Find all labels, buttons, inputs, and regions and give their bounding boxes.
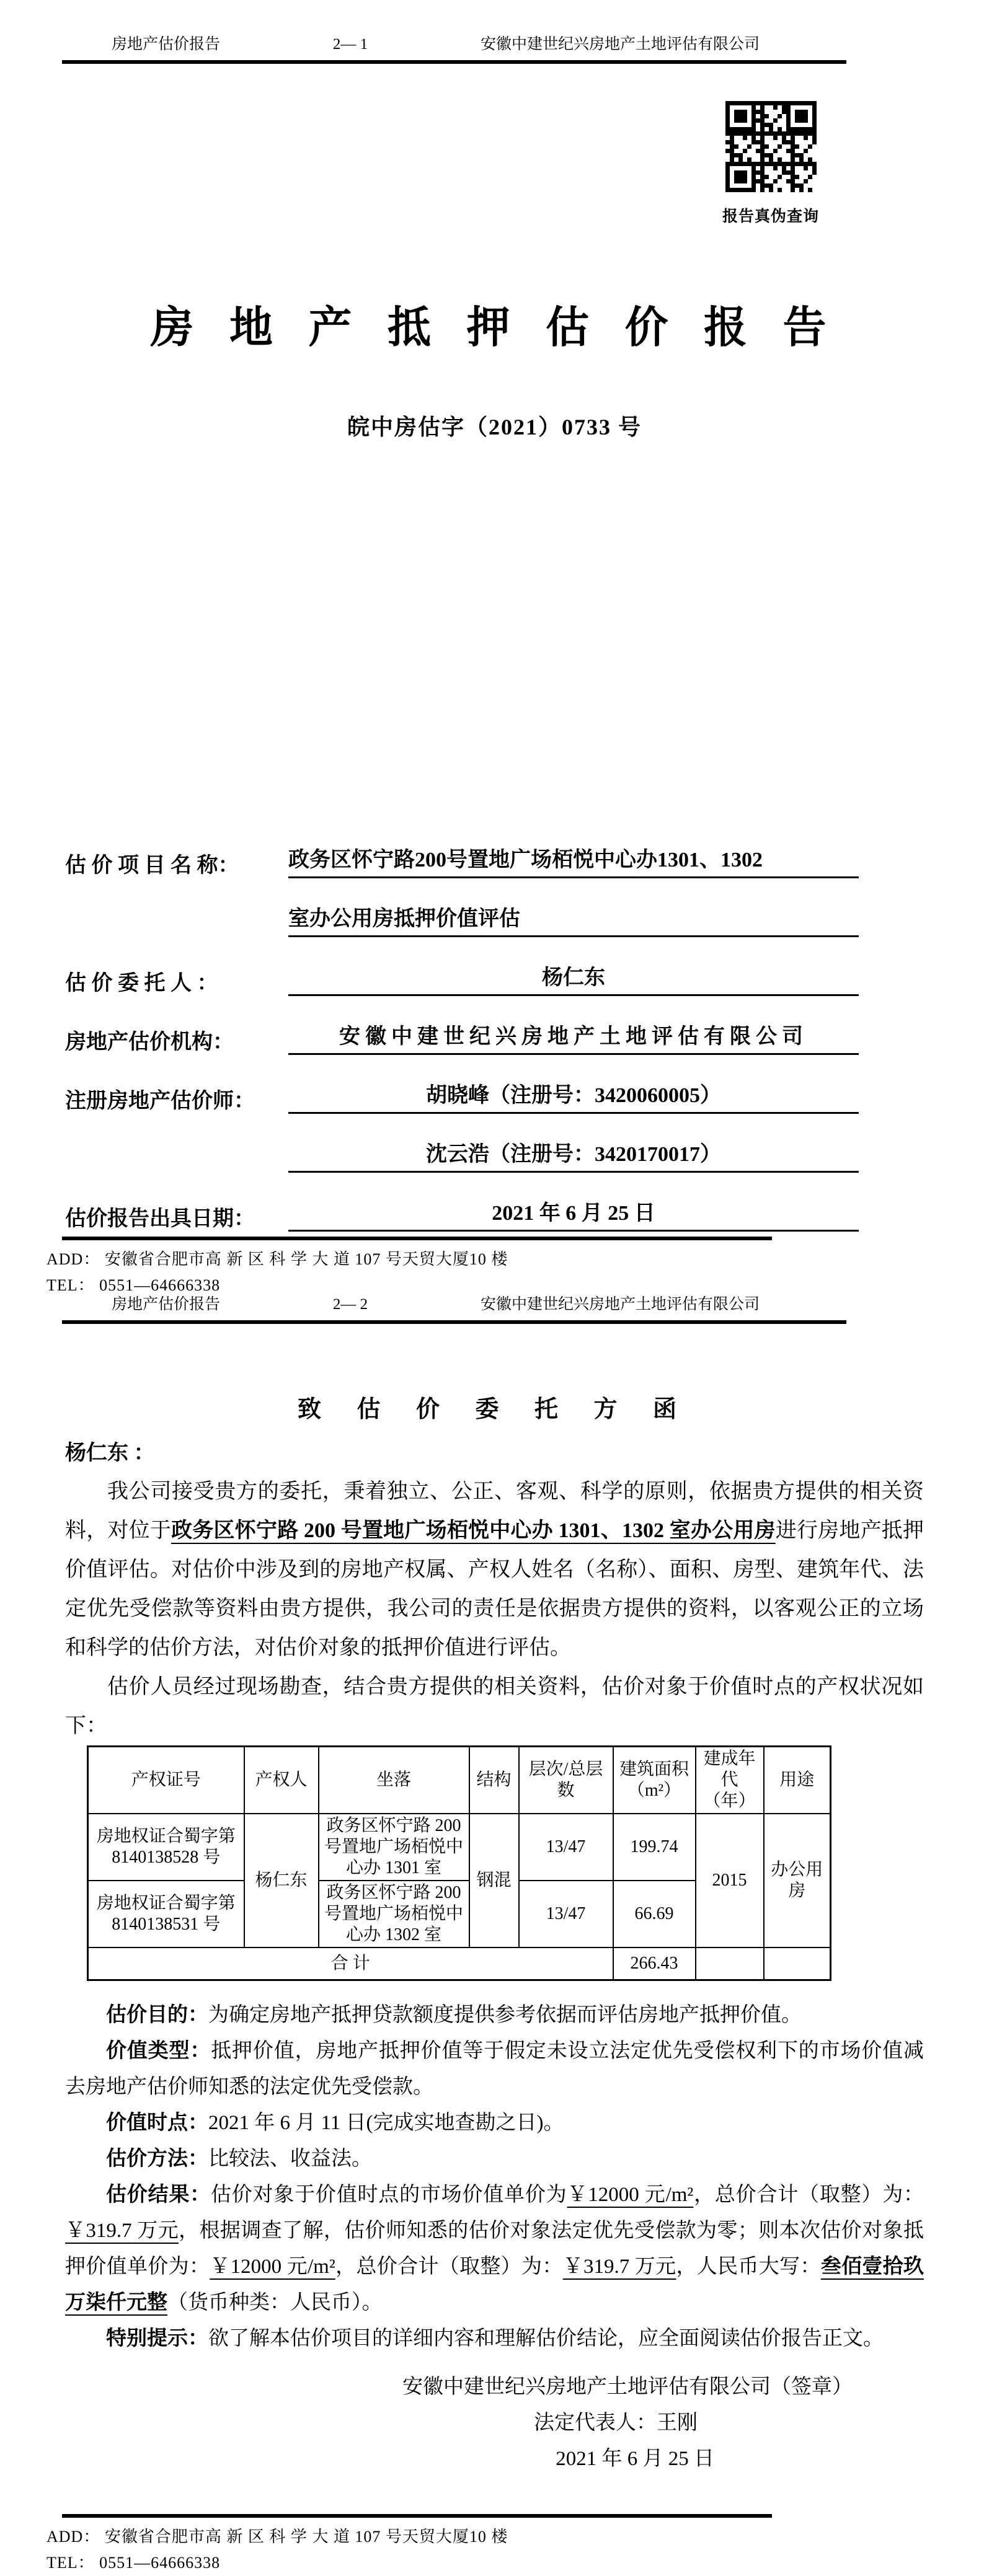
cell-floors: 13/47 bbox=[519, 1814, 613, 1881]
page-2 bbox=[0, 1283, 984, 2576]
col-header-owner: 产权人 bbox=[244, 1747, 319, 1814]
field-label: 注册房地产估价师： bbox=[65, 1090, 255, 1113]
cell-floors: 13/47 bbox=[519, 1881, 613, 1947]
field-label: 估 价 委 托 人 ： bbox=[65, 972, 218, 995]
result-paragraph bbox=[65, 2177, 924, 2321]
qr-code bbox=[725, 101, 817, 192]
signature-block bbox=[65, 2369, 924, 2477]
table-header-row bbox=[88, 1747, 831, 1814]
result-label: 估价结果： bbox=[106, 2183, 211, 2206]
cell-area: 66.69 bbox=[613, 1881, 696, 1947]
result-unit-price-underlined: ￥12000 元/m² bbox=[567, 2183, 694, 2206]
cell-structure: 钢混 bbox=[469, 1814, 519, 1947]
value-type-text: 抵押价值，房地产抵押价值等于假定未设立法定优先受偿权利下的市场价值减去房地产估价师知悉的法定优先受偿款。 bbox=[65, 2039, 924, 2098]
cell-area: 199.74 bbox=[613, 1814, 696, 1881]
field-appraiser-1 bbox=[65, 1080, 859, 1114]
col-header-use: 用途 bbox=[764, 1747, 831, 1814]
total-area: 266.43 bbox=[613, 1947, 696, 1980]
report-number: 皖中房估字（2021）0733 号 bbox=[347, 415, 642, 439]
salutation: 杨仁东 ： bbox=[65, 1442, 155, 1465]
page2-content bbox=[0, 1393, 984, 2477]
field-value: 沈云浩（注册号：3420170017） bbox=[288, 1140, 859, 1173]
cell-cert: 房地权证合蜀字第 8140138528 号 bbox=[88, 1814, 244, 1881]
purpose-paragraph bbox=[65, 1997, 924, 2033]
report-title: 房 地 产 抵 押 估 价 报 告 bbox=[150, 304, 839, 352]
qr-verification-block bbox=[721, 101, 820, 226]
purpose-label: 估价目的： bbox=[106, 2003, 208, 2026]
header-rule bbox=[62, 60, 846, 64]
header-rule bbox=[62, 1320, 846, 1324]
header-company-name: 安徽中建世纪兴房地产土地评估有限公司 bbox=[480, 1296, 760, 1313]
value-date-label: 价值时点： bbox=[106, 2111, 208, 2134]
survey-paragraph: 估价人员经过现场勘查，结合贵方提供的相关资料，估价对象于价值时点的产权状况如下： bbox=[65, 1675, 924, 1737]
footer-tel: TEL： 0551—64666338 bbox=[47, 2553, 221, 2572]
col-header-structure: 结构 bbox=[469, 1747, 519, 1814]
table-row bbox=[88, 1814, 831, 1881]
col-header-cert: 产权证号 bbox=[88, 1747, 244, 1814]
total-use-empty bbox=[764, 1947, 831, 1980]
cell-cert: 房地权证合蜀字第 8140138531 号 bbox=[88, 1881, 244, 1947]
page2-running-header bbox=[112, 1283, 760, 1315]
header-company-name: 安徽中建世纪兴房地产土地评估有限公司 bbox=[480, 36, 760, 53]
intro-text: 我公司接受贵方的委托，秉着独立、公正、客观、科学的原则，依据贵方提供的相关资料，对位于 bbox=[65, 1480, 924, 1542]
result-text: ，总价合计（取整）为： bbox=[335, 2255, 563, 2278]
cell-owner: 杨仁东 bbox=[244, 1814, 319, 1947]
qr-caption: 报告真伪查询 bbox=[722, 208, 819, 225]
result-text: （货币种类：人民币）。 bbox=[167, 2291, 383, 2314]
cell-year: 2015 bbox=[696, 1814, 764, 1947]
field-value: 政务区怀宁路200号置地广场栢悦中心办1301、1302 bbox=[288, 846, 859, 878]
value-type-label: 价值类型： bbox=[106, 2039, 211, 2062]
result-amount-in-words-underlined: 叁佰壹拾玖万柒仟元整 bbox=[65, 2255, 924, 2314]
value-date-paragraph bbox=[65, 2105, 924, 2141]
total-year-empty bbox=[696, 1947, 764, 1980]
footer-rule bbox=[62, 1237, 772, 1240]
signature-date: 2021 年 6 月 25 日 bbox=[556, 2447, 714, 2470]
property-table bbox=[87, 1745, 831, 1981]
field-project-name bbox=[65, 845, 859, 878]
field-agency bbox=[65, 1021, 859, 1055]
result-mortgage-unit-price-underlined: ￥12000 元/m² bbox=[210, 2255, 335, 2278]
page2-footer bbox=[47, 2524, 984, 2576]
field-client bbox=[65, 963, 859, 996]
col-header-area: 建筑面积（m²） bbox=[613, 1747, 696, 1814]
header-doc-type: 房地产估价报告 bbox=[112, 36, 221, 53]
cell-use: 办公用房 bbox=[764, 1814, 831, 1947]
result-total-price-underlined: ￥319.7 万元 bbox=[65, 2219, 179, 2242]
field-project-name-line2 bbox=[65, 904, 859, 937]
intro-text: 进行房地产抵押价值评估。对估价中涉及到的房地产权属、产权人姓名（名称）、面积、房型、建筑年代、法定优先受偿款等资料由贵方提供，我公司的责任是依据贵方提供的资料，以客观公正的立场和科学的估价方法，对估价对象的抵押价值进行评估。 bbox=[65, 1519, 924, 1659]
result-text: ，人民币大写： bbox=[676, 2255, 821, 2278]
method-text: 比较法、收益法。 bbox=[208, 2147, 372, 2170]
signature-legal-representative: 法定代表人：王刚 bbox=[534, 2411, 698, 2434]
page1-running-header bbox=[112, 0, 760, 55]
header-doc-type: 房地产估价报告 bbox=[112, 1296, 221, 1313]
footer-address: ADD： 安徽省合肥市高 新 区 科 学 大 道 107 号天贸大厦10 楼 bbox=[47, 1250, 508, 1268]
result-text: ，总价合计（取整）为： bbox=[693, 2183, 924, 2206]
intro-subject-underlined: 政务区怀宁路 200 号置地广场栢悦中心办 1301、1302 室办公用房 bbox=[171, 1519, 776, 1542]
result-mortgage-total-underlined: ￥319.7 万元 bbox=[562, 2255, 676, 2278]
field-value: 安徽中建世纪兴房地产土地评估有限公司 bbox=[288, 1023, 859, 1055]
cell-location: 政务区怀宁路 200 号置地广场栢悦中心办 1301 室 bbox=[319, 1814, 469, 1881]
footer-rule bbox=[62, 2514, 772, 2518]
cell-location: 政务区怀宁路 200 号置地广场栢悦中心办 1302 室 bbox=[319, 1881, 469, 1947]
summary-paragraphs bbox=[65, 1997, 924, 2357]
cover-fields bbox=[65, 845, 859, 1232]
header-page-number: 2— 1 bbox=[332, 36, 368, 53]
notice-paragraph bbox=[65, 2321, 924, 2357]
col-header-location: 坐落 bbox=[319, 1747, 469, 1814]
field-label: 估 价 项 目 名 称： bbox=[65, 854, 239, 877]
letter-title: 致 估 价 委 托 方 函 bbox=[297, 1396, 691, 1423]
footer-address: ADD： 安徽省合肥市高 新 区 科 学 大 道 107 号天贸大厦10 楼 bbox=[47, 2527, 508, 2546]
field-label: 估价报告出具日期： bbox=[65, 1207, 255, 1230]
page1-content bbox=[0, 304, 984, 1232]
total-label: 合 计 bbox=[88, 1947, 613, 1980]
field-value: 胡晓峰（注册号：3420060005） bbox=[288, 1082, 859, 1114]
notice-label: 特别提示： bbox=[106, 2327, 208, 2350]
field-label: 房地产估价机构： bbox=[65, 1031, 234, 1054]
method-label: 估价方法： bbox=[106, 2147, 208, 2170]
intro-paragraph bbox=[65, 1472, 924, 1667]
col-header-floors: 层次/总层数 bbox=[519, 1747, 613, 1814]
field-issue-date bbox=[65, 1198, 859, 1232]
result-text: 估价对象于价值时点的市场价值单价为 bbox=[210, 2183, 567, 2206]
table-total-row bbox=[88, 1947, 831, 1980]
field-appraiser-2 bbox=[65, 1139, 859, 1173]
value-type-paragraph bbox=[65, 2033, 924, 2105]
field-value: 杨仁东 bbox=[288, 964, 859, 996]
notice-text: 欲了解本估价项目的详细内容和理解估价结论，应全面阅读估价报告正文。 bbox=[208, 2327, 884, 2350]
field-value: 2021 年 6 月 25 日 bbox=[288, 1199, 859, 1232]
col-header-year: 建成年代（年） bbox=[696, 1747, 764, 1814]
header-page-number: 2— 2 bbox=[332, 1296, 368, 1313]
value-date-text: 2021 年 6 月 11 日(完成实地查勘之日)。 bbox=[208, 2111, 564, 2134]
footer-tel: TEL： 0551—64666338 bbox=[47, 1276, 221, 1294]
signature-company: 安徽中建世纪兴房地产土地评估有限公司（签章） bbox=[402, 2375, 853, 2398]
result-text: ，根据调查了解，估价师知悉的估价对象法定优先受偿款为零；则本次估价对象抵押价值单价为： bbox=[65, 2219, 924, 2278]
field-value: 室办公用房抵押价值评估 bbox=[288, 905, 859, 937]
purpose-text: 为确定房地产抵押贷款额度提供参考依据而评估房地产抵押价值。 bbox=[208, 2003, 802, 2026]
method-paragraph bbox=[65, 2141, 924, 2177]
